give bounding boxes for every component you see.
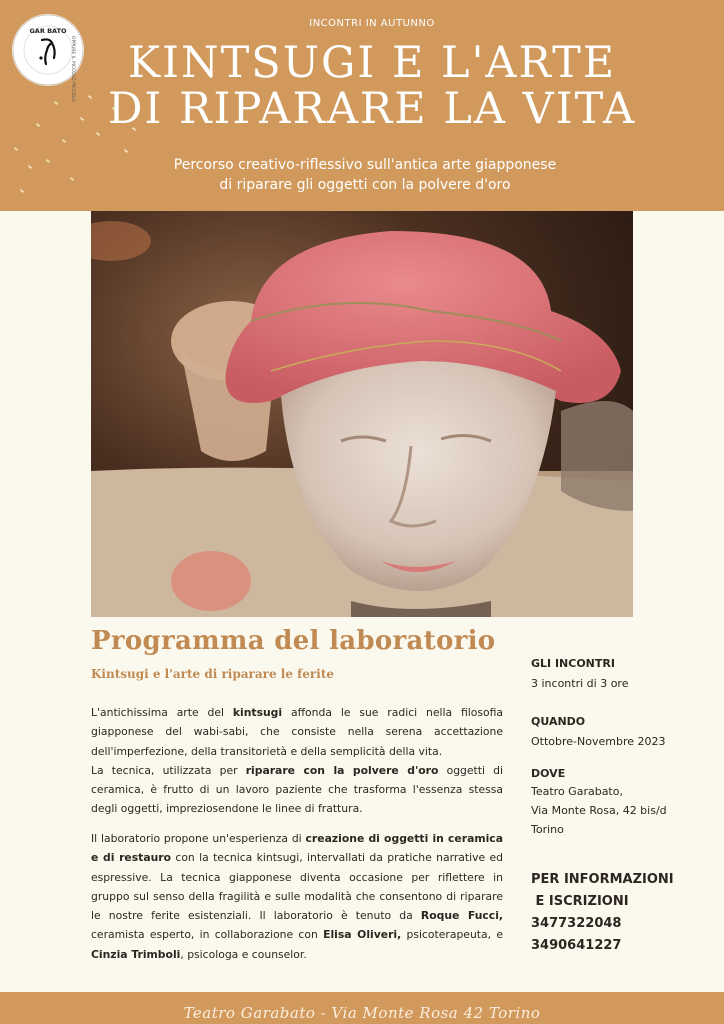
program-heading: Programma del laboratorio	[91, 626, 496, 656]
body-text-run: affonda le sue radici nella filosofia giapponese del wabi-sabi, che consiste nella serena accettazione dell'imperfezione, della transitorietà e della semplicità della vita.	[91, 706, 503, 758]
info-line-1: PER INFORMAZIONI	[531, 872, 674, 887]
sculpture-photo	[91, 211, 633, 617]
logo-ring-text: OPPURE IL PICCOLO PICCOLO	[70, 36, 75, 102]
body-text-run: Il laboratorio propone un'esperienza di	[91, 832, 306, 845]
emphasis-text: Cinzia Trimboli	[91, 947, 181, 961]
emphasis-text: riparare con la polvere d'oro	[245, 763, 439, 777]
body-text-run: con la tecnica kintsugi, intervallati da pratiche narrative ed espressive. La tecnica giapponese diventa occasione per riflettere in gruppo sul senso della fragilità e sulle modalità che consentono di riparare le nostre ferite esistenziali. Il laboratorio è tenuto da	[91, 851, 503, 923]
subtitle-line-1: Percorso creativo-riflessivo sull'antica arte giapponese	[173, 157, 557, 173]
program-paragraph-2	[91, 829, 503, 964]
emphasis-text: Elisa Oliveri,	[323, 928, 402, 942]
quando-value: Ottobre-Novembre 2023	[531, 735, 666, 748]
body-text-run: ceramista esperto, in collaborazione con	[91, 928, 324, 942]
dove-line-3: Torino	[531, 823, 564, 836]
logo-text: GAR BATO	[29, 27, 67, 35]
info-line-2: E ISCRIZIONI	[531, 894, 629, 909]
emphasis-text: creazione di oggetti in ceramica e di restauro	[91, 832, 503, 865]
emphasis-text: kintsugi	[232, 706, 283, 719]
body-text-run: , psicologa e counselor.	[180, 947, 307, 961]
program-paragraph-1	[91, 703, 503, 819]
title-line-1: KINTSUGI E L'ARTE	[127, 38, 617, 88]
incontri-value: 3 incontri di 3 ore	[531, 677, 629, 690]
title-line-2: DI RIPARARE LA VITA	[107, 84, 637, 134]
body-text-run: oggetti di ceramica, è frutto di un lavoro paziente che trasforma l'essenza stessa degli oggetti, impreziosendone le linee di frattura.	[91, 763, 504, 816]
eyebrow-text: INCONTRI IN AUTUNNO	[309, 18, 435, 29]
dove-label: DOVE	[531, 767, 566, 780]
incontri-label: GLI INCONTRI	[531, 657, 615, 670]
footer-address: Teatro Garabato - Via Monte Rosa 42 Torino	[183, 1004, 541, 1022]
program-subheading: Kintsugi e l'arte di riparare le ferite	[91, 667, 334, 681]
subtitle-line-2: di riparare gli oggetti con la polvere d'oro	[219, 177, 511, 193]
body-text-run: La tecnica, utilizzata per	[91, 763, 246, 777]
phone-2: 3490641227	[531, 938, 622, 953]
emphasis-text: Roque Fucci,	[420, 909, 503, 923]
dove-line-1: Teatro Garabato,	[531, 785, 623, 798]
quando-label: QUANDO	[531, 715, 586, 728]
dove-line-2: Via Monte Rosa, 42 bis/d	[531, 804, 667, 817]
body-text-run: psicoterapeuta, e	[401, 928, 503, 942]
body-text-run: L'antichissima arte del	[91, 706, 233, 719]
phone-1: 3477322048	[531, 916, 622, 931]
